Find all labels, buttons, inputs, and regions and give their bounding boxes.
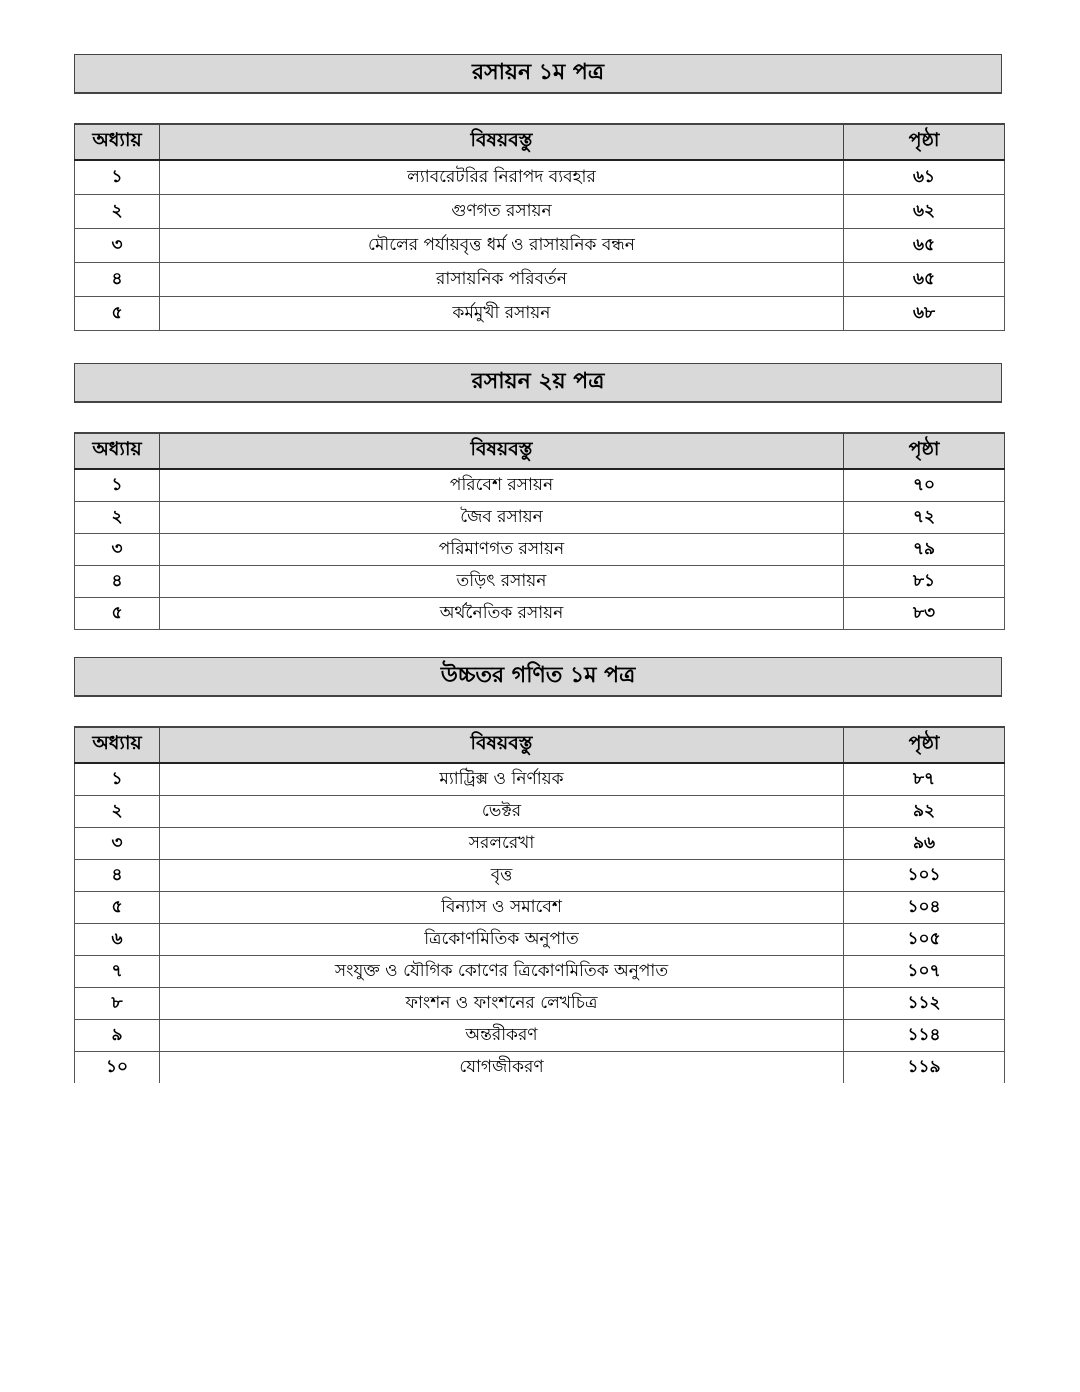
chapter-cell: ৭ <box>75 956 160 988</box>
toc-table-chemistry-2 <box>74 432 1005 630</box>
table-row <box>75 1052 1005 1084</box>
header-page: পৃষ্ঠা <box>844 433 1005 469</box>
table-row <box>75 924 1005 956</box>
chapter-cell: ৫ <box>75 297 160 331</box>
topic-cell: অন্তরীকরণ <box>160 1020 844 1052</box>
page-cell: ৮৭ <box>844 763 1005 796</box>
page-cell: ১০৪ <box>844 892 1005 924</box>
page-cell: ৬৫ <box>844 263 1005 297</box>
chapter-cell: ৪ <box>75 860 160 892</box>
topic-cell: ম্যাট্রিক্স ও নির্ণায়ক <box>160 763 844 796</box>
table-header-row <box>75 727 1005 763</box>
toc-table-higher-math-1 <box>74 726 1005 1083</box>
section-title-chemistry-2: রসায়ন ২য় পত্র <box>74 363 1002 403</box>
page-cell: ৬২ <box>844 195 1005 229</box>
table-row <box>75 763 1005 796</box>
chapter-cell: ৯ <box>75 1020 160 1052</box>
page-cell: ৬৫ <box>844 229 1005 263</box>
chapter-cell: ১ <box>75 469 160 502</box>
table-row <box>75 1020 1005 1052</box>
header-topic: বিষয়বস্তু <box>160 727 844 763</box>
table-header-row <box>75 124 1005 160</box>
table-row <box>75 297 1005 331</box>
section-title-higher-math-1: উচ্চতর গণিত ১ম পত্র <box>74 657 1002 697</box>
table-header-row <box>75 433 1005 469</box>
topic-cell: সরলরেখা <box>160 828 844 860</box>
table-row <box>75 956 1005 988</box>
page-cell: ৮১ <box>844 566 1005 598</box>
topic-cell: মৌলের পর্যায়বৃত্ত ধর্ম ও রাসায়নিক বন্ধন <box>160 229 844 263</box>
topic-cell: বৃত্ত <box>160 860 844 892</box>
page-cell: ১০৭ <box>844 956 1005 988</box>
chapter-cell: ৮ <box>75 988 160 1020</box>
chapter-cell: ১ <box>75 160 160 195</box>
header-chapter: অধ্যায় <box>75 727 160 763</box>
header-topic: বিষয়বস্তু <box>160 124 844 160</box>
chapter-cell: ৩ <box>75 828 160 860</box>
table-row <box>75 469 1005 502</box>
chapter-cell: ১ <box>75 763 160 796</box>
page-cell: ৬১ <box>844 160 1005 195</box>
chapter-cell: ৫ <box>75 598 160 630</box>
table-row <box>75 160 1005 195</box>
page-cell: ১১৯ <box>844 1052 1005 1084</box>
chapter-cell: ২ <box>75 195 160 229</box>
chapter-cell: ১০ <box>75 1052 160 1084</box>
topic-cell: যোগজীকরণ <box>160 1052 844 1084</box>
table-row <box>75 988 1005 1020</box>
table-row <box>75 860 1005 892</box>
topic-cell: তড়িৎ রসায়ন <box>160 566 844 598</box>
header-page: পৃষ্ঠা <box>844 727 1005 763</box>
chapter-cell: ৬ <box>75 924 160 956</box>
toc-table-chemistry-1 <box>74 123 1005 331</box>
table-row <box>75 502 1005 534</box>
topic-cell: পরিমাণগত রসায়ন <box>160 534 844 566</box>
header-page: পৃষ্ঠা <box>844 124 1005 160</box>
table-row <box>75 598 1005 630</box>
header-chapter: অধ্যায় <box>75 433 160 469</box>
table-row <box>75 263 1005 297</box>
topic-cell: সংযুক্ত ও যৌগিক কোণের ত্রিকোণমিতিক অনুপাত <box>160 956 844 988</box>
page-cell: ৬৮ <box>844 297 1005 331</box>
chapter-cell: ৩ <box>75 534 160 566</box>
page-cell: ৯৬ <box>844 828 1005 860</box>
topic-cell: কর্মমুখী রসায়ন <box>160 297 844 331</box>
topic-cell: অর্থনৈতিক রসায়ন <box>160 598 844 630</box>
page-cell: ৯২ <box>844 796 1005 828</box>
chapter-cell: ৪ <box>75 263 160 297</box>
chapter-cell: ২ <box>75 796 160 828</box>
table-row <box>75 195 1005 229</box>
topic-cell: ল্যাবরেটরির নিরাপদ ব্যবহার <box>160 160 844 195</box>
table-row <box>75 534 1005 566</box>
topic-cell: ফাংশন ও ফাংশনের লেখচিত্র <box>160 988 844 1020</box>
table-row <box>75 796 1005 828</box>
page-cell: ৮৩ <box>844 598 1005 630</box>
topic-cell: ভেক্টর <box>160 796 844 828</box>
chapter-cell: ৩ <box>75 229 160 263</box>
page-cell: ১০৫ <box>844 924 1005 956</box>
page-cell: ১০১ <box>844 860 1005 892</box>
table-row <box>75 566 1005 598</box>
topic-cell: ত্রিকোণমিতিক অনুপাত <box>160 924 844 956</box>
topic-cell: রাসায়নিক পরিবর্তন <box>160 263 844 297</box>
topic-cell: বিন্যাস ও সমাবেশ <box>160 892 844 924</box>
section-title-chemistry-1: রসায়ন ১ম পত্র <box>74 54 1002 94</box>
page-cell: ১১৪ <box>844 1020 1005 1052</box>
header-topic: বিষয়বস্তু <box>160 433 844 469</box>
chapter-cell: ২ <box>75 502 160 534</box>
topic-cell: গুণগত রসায়ন <box>160 195 844 229</box>
header-chapter: অধ্যায় <box>75 124 160 160</box>
topic-cell: জৈব রসায়ন <box>160 502 844 534</box>
chapter-cell: ৪ <box>75 566 160 598</box>
topic-cell: পরিবেশ রসায়ন <box>160 469 844 502</box>
page-cell: ৭২ <box>844 502 1005 534</box>
chapter-cell: ৫ <box>75 892 160 924</box>
table-row <box>75 828 1005 860</box>
page-cell: ৭০ <box>844 469 1005 502</box>
table-row <box>75 229 1005 263</box>
table-row <box>75 892 1005 924</box>
page-cell: ১১২ <box>844 988 1005 1020</box>
page-cell: ৭৯ <box>844 534 1005 566</box>
